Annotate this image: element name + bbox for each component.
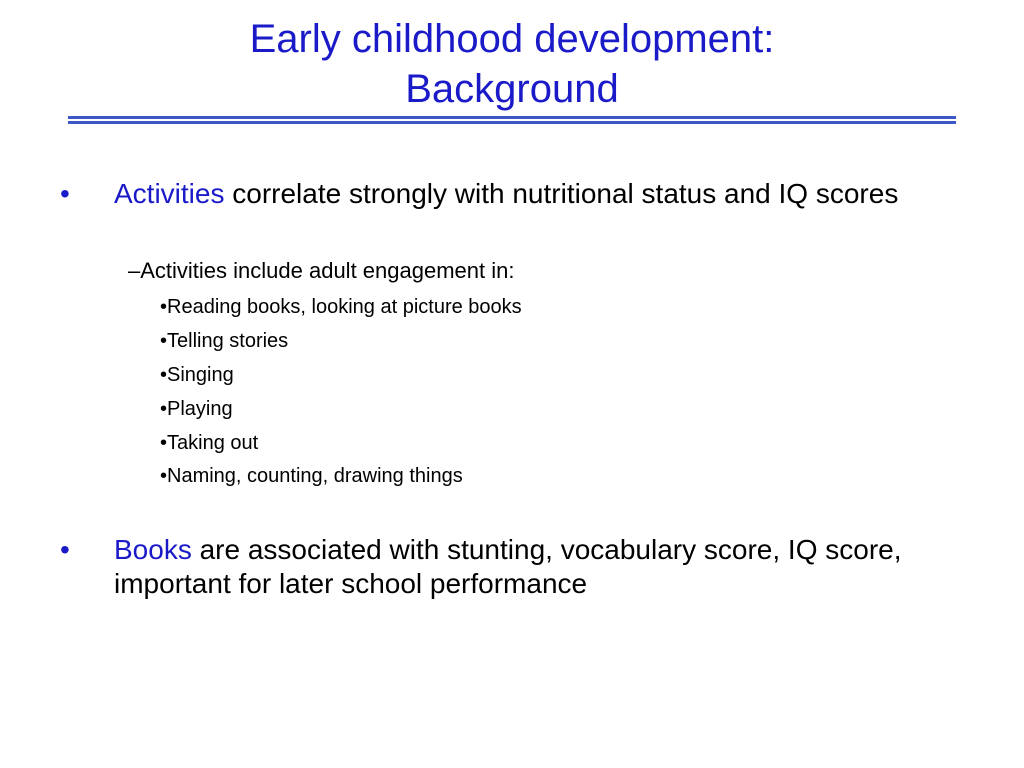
bullet-text: [114, 177, 944, 211]
list-item: •Reading books, looking at picture books: [160, 296, 522, 318]
list-item: •Naming, counting, drawing things: [160, 465, 463, 487]
bullet-rest: correlate strongly with nutritional status and IQ scores: [224, 178, 899, 209]
sub-bullet: –Activities include adult engagement in:: [128, 258, 515, 283]
title-line-1: Early childhood development:: [249, 17, 775, 61]
list-item: •Playing: [160, 398, 233, 420]
list-item: •Singing: [160, 364, 234, 386]
title-underline-top: [68, 116, 956, 119]
title-line-2: Background: [405, 67, 619, 111]
list-item: •Taking out: [160, 432, 259, 454]
bullet-highlight: Books: [114, 534, 192, 565]
slide-title: [0, 14, 1024, 114]
bullet-marker: •: [60, 534, 70, 565]
bullet-highlight: Activities: [114, 178, 225, 209]
bullet-text: [114, 533, 944, 601]
bullet-rest: are associated with stunting, vocabulary score, IQ score, important for later school performance: [114, 534, 902, 599]
list-item: •Telling stories: [160, 330, 289, 352]
bullet-marker: •: [60, 178, 70, 209]
title-underline-bottom: [68, 121, 956, 124]
